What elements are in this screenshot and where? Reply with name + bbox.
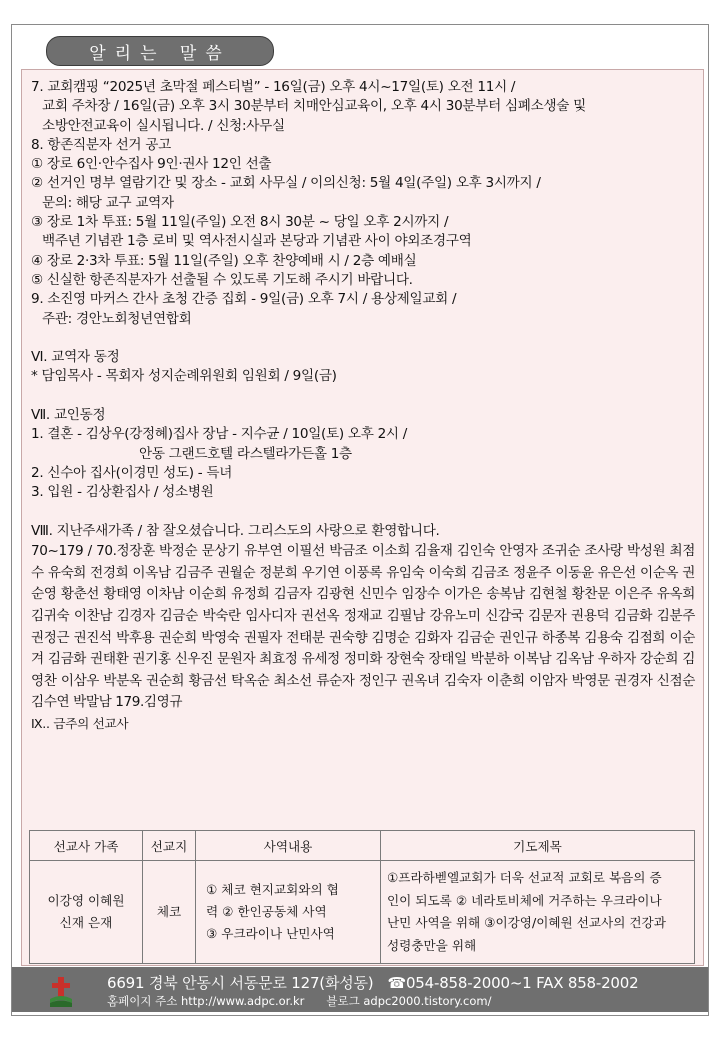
text-line: ③ 장로 1차 투표: 5월 11일(주일) 오전 8시 30분 ~ 당일 오후 2시까지 / [31,214,449,231]
family-line: 이강영 이혜원 [47,893,125,908]
text-line: 1. 결혼 - 김상우(강정혜)집사 장남 - 지수균 / 10일(토) 오후 2시 / [31,426,408,443]
text-line: ⑤ 신실한 항존직분자가 선출될 수 있도록 기도해 주시기 바랍니다. [31,271,413,288]
text-line: 7. 교회캠핑 “2025년 초막절 페스티벌” - 16일(금) 오후 4시~17일(토) 오전 11시 / [31,79,516,95]
prayer-topic-cell [381,861,695,964]
church-address: 6691 경북 안동시 서동문로 127(화성동) [107,974,374,992]
text-line: 3. 입원 - 김상환집사 / 성소병원 [31,484,214,501]
text-line: ④ 장로 2·3차 투표: 5월 11일(주일) 오후 찬양예배 시 / 2층 예배실 [31,252,417,269]
spacer [31,329,697,348]
text-line: * 담임목사 - 목회자 성지순례위원회 임원회 / 9일(금) [31,368,337,385]
mission-country-cell: 체코 [143,861,196,964]
column-header: 선교사 가족 [30,831,143,861]
text-line: 소방안전교육이 실시됩니다. / 신청:사무실 [42,117,285,134]
text-line: 8. 항존직분자 선거 공고 [31,136,171,153]
table-row [30,861,695,964]
new-family-names: 70~179 / 70.정장훈 박정순 문상기 유부연 이필선 박금조 이소희 김율재 김인숙 안영자 조귀순 조사랑 박성원 최점수 유숙희 전경희 이옥남 김금주 권월순 정분희 우기연 이풍록 유임숙 이숙희 김금조 정윤주 이동윤 유은선 이순옥 권순영 황춘선 황태영 이차남 이순희 유정희 김금자 김광현 신민수 임장수 이가은 송복남 김현철 황찬문 이은주 유옥희 김귀숙 이찬남 김경자 김금순 박숙란 임사디자 권선옥 정재교 김필남 강유노미 신감국 김문자 권용덕 김금화 김분주 권정근 권진석 박후용 권순희 박영숙 권필자 전태분 권숙향 김명순 김화자 김금순 권인규 하종복 김용숙 김점희 이순겨 김금화 권태환 권기홍 신우진 문원자 최효정 유세정 정미화 장현숙 장태일 박분하 이복남 김옥남 우하자 강순희 김영찬 이삼우 박분옥 권순희 황금선 탁옥순 최소선 류순자 정인구 권옥녀 김숙자 이춘희 이암자 박영문 권경자 신점순 김수연 박말남 179.김영규 [31,543,695,711]
spacer [31,503,697,522]
column-header: 선교지 [143,831,196,861]
prayer-line: 인이 되도록 ② 네라토비체에 거주하는 우크라이나 [387,892,662,908]
spacer [31,387,697,406]
homepage-link[interactable]: 홈페이지 주소 http://www.adpc.or.kr [107,994,305,1008]
text-line: 문의: 해당 교구 교역자 [42,194,174,211]
column-header: 사역내용 [196,831,381,861]
announcement-panel [21,69,704,966]
text-line: 9. 소진영 마커스 간사 초청 간증 집회 - 9일(금) 오후 7시 / 용상제일교회 / [31,291,457,308]
prayer-line: 성령충만을 위해 [387,937,477,953]
section-heading: Ⅸ.. 금주의 선교사 [31,715,129,731]
missionary-family-cell [30,861,143,964]
text-line: 안동 그랜드호텔 라스텔라가든홀 1층 [139,445,352,462]
text-line: 2. 신수아 집사(이경민 성도) - 득녀 [31,464,233,481]
text-line: 주관: 경안노회청년연합회 [42,310,192,327]
section-heading: Ⅵ. 교역자 동정 [31,349,120,366]
page-title: 알리는 말씀 [46,36,274,66]
mission-work-cell [196,861,381,964]
prayer-line: 난민 사역을 위해 ③이강영/이혜원 선교사의 건강과 [387,915,666,930]
column-header: 기도제목 [381,831,695,861]
footer-bar [12,967,708,1012]
table-header-row [30,831,695,861]
church-phone: ☎054-858-2000~1 FAX 858-2002 [387,974,639,992]
text-line: ② 선거인 명부 열람기간 및 장소 - 교회 사무실 / 이의신청: 5월 4일(주일) 오후 3시까지 / [31,175,541,192]
text-line: ① 장로 6인·안수집사 9인·권사 12인 선출 [31,156,272,173]
work-line: ① 체코 현지교회와의 협 [206,882,339,897]
footer-links-line [107,993,492,1009]
family-line: 신재 은재 [59,915,113,930]
section-heading: Ⅶ. 교인동정 [31,407,106,424]
blog-link[interactable]: 블로그 adpc2000.tistory.com/ [326,994,492,1008]
missionary-table [29,830,695,964]
announcement-body [31,78,697,733]
prayer-line: ①프라하벧엘교회가 더욱 선교적 교회로 복음의 증 [387,870,662,885]
work-line: ③ 우크라이나 난민사역 [206,926,335,941]
text-line: 교회 주차장 / 16일(금) 오후 3시 30분부터 치매안심교육이, 오후 4시 30분부터 심폐소생술 및 [42,98,586,115]
text-line: 백주년 기념관 1층 로비 및 역사전시실과 본당과 기념관 사이 야외조경구역 [42,233,472,250]
footer-address-line [107,972,638,993]
section-heading: Ⅷ. 지난주새가족 / 참 잘오셨습니다. 그리스도의 사랑으로 환영합니다. [31,522,440,539]
church-cross-logo-icon [50,977,72,1007]
work-line: 력 ② 한인공동체 사역 [206,904,327,919]
